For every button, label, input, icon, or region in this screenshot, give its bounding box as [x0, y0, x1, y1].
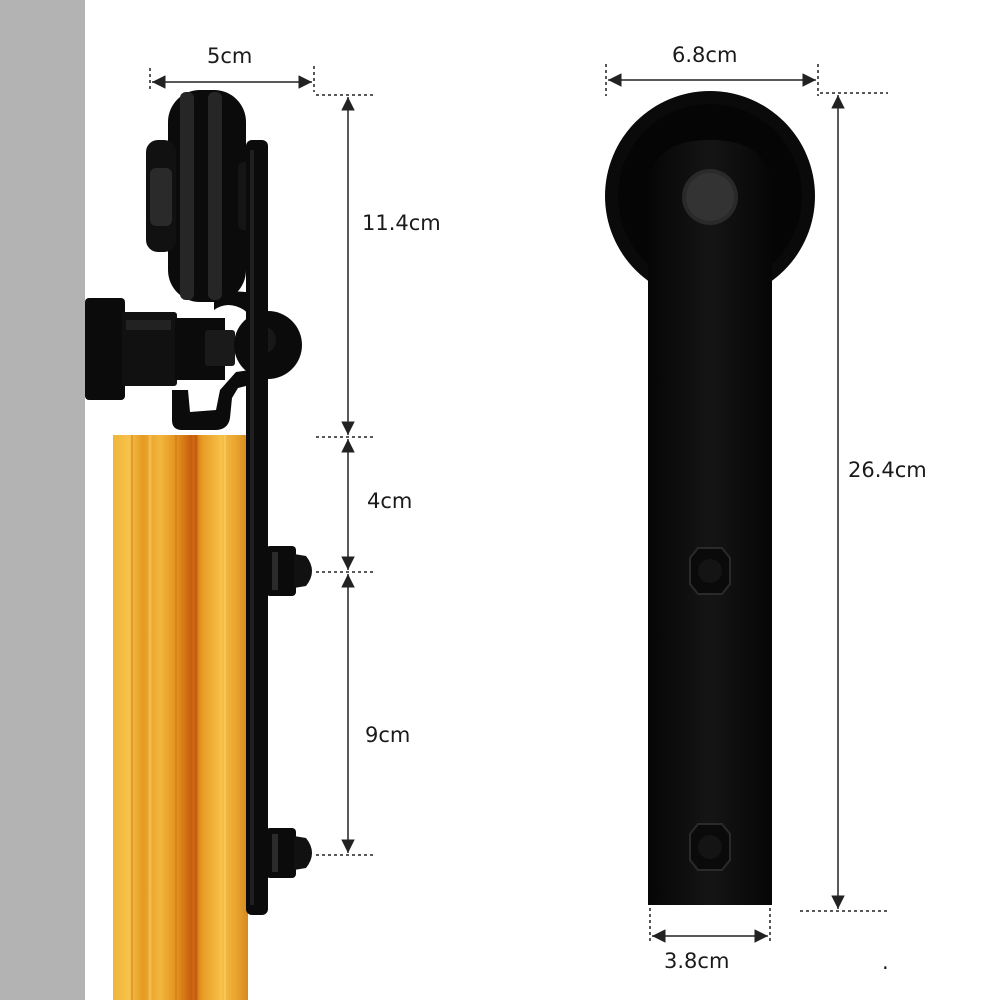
bolt-upper	[266, 546, 312, 596]
bolt-lower	[266, 828, 312, 878]
label-bolt-spacing: 9cm	[365, 723, 411, 747]
label-total-height: 26.4cm	[848, 458, 927, 482]
bolt-head-lower	[690, 824, 730, 870]
label-wheel-diameter: 6.8cm	[672, 43, 738, 67]
wall	[0, 0, 85, 1000]
wheel-side	[146, 90, 260, 302]
door-panel	[113, 435, 248, 1000]
label-roller-width: 5cm	[207, 44, 253, 68]
bolt-head-upper	[690, 548, 730, 594]
wall-mount-bracket	[85, 298, 125, 400]
strap-side	[246, 140, 268, 915]
footnote-mark: .	[882, 950, 889, 974]
label-door-top-to-bolt: 4cm	[367, 489, 413, 513]
front-view-hanger	[605, 91, 815, 905]
label-wheel-to-door-top: 11.4cm	[362, 211, 441, 235]
label-strap-width: 3.8cm	[664, 949, 730, 973]
